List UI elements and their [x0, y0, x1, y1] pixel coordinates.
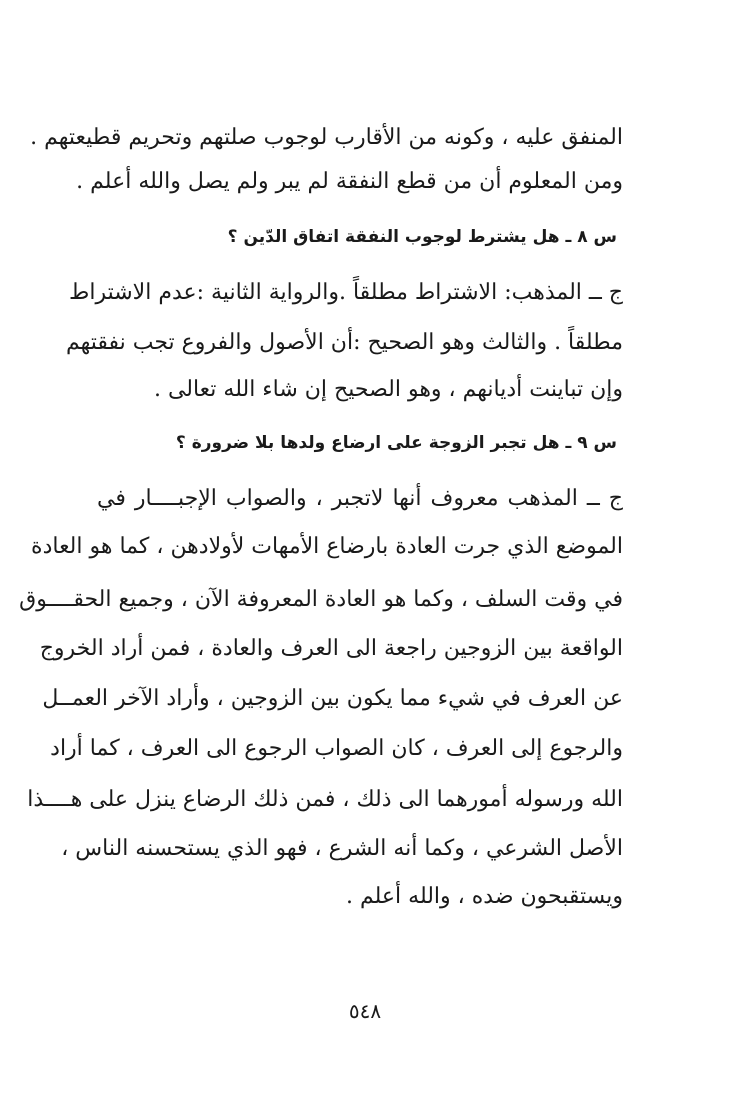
- answer-8-line-3: وإن تباينت أديانهم ، وهو الصحيح إن شاء الله تعالى .: [153, 377, 623, 402]
- answer-9-line-1: ج ــ المذهب معروف أنها لاتجبر ، والصواب الإجبــــار في: [97, 486, 623, 511]
- answer-9-line-7: الله ورسوله أمورهما الى ذلك ، فمن ذلك الرضاع ينزل على هــــذا: [27, 787, 623, 812]
- question-8-text: س ٨ ـ هل يشترط لوجوب النفقة اتفاق الدّين ؟: [227, 227, 617, 247]
- answer-9-line-5: عن العرف في شيء مما يكون بين الزوجين ، وأراد الآخر العمــل: [42, 686, 623, 711]
- answer-8-line-2: مطلقاً . والثالث وهو الصحيح :أن الأصول والفروع تجب نفقتهم: [65, 330, 623, 355]
- answer-9-line-9: ويستقبحون ضده ، والله أعلم .: [346, 884, 623, 909]
- answer-8-line-1: ج ــ المذهب: الاشتراط مطلقاً .والرواية الثانية :عدم الاشتراط: [69, 280, 623, 305]
- question-9-text: س ٩ ـ هل تجبر الزوجة على ارضاع ولدها بلا ضرورة ؟: [175, 433, 617, 453]
- question-9-heading: [97, 428, 623, 458]
- page-number: ٥٤٨: [348, 999, 382, 1023]
- answer-9-line-6: والرجوع إلى العرف ، كان الصواب الرجوع الى العرف ، كما أراد: [50, 736, 623, 761]
- paragraph-intro-line-2: ومن المعلوم أن من قطع النفقة لم يبر ولم يصل والله أعلم .: [76, 169, 623, 194]
- question-8-heading: [97, 222, 623, 252]
- paragraph-intro-line-1: المنفق عليه ، وكونه من الأقارب لوجوب صلتهم وتحريم قطيعتهم .: [30, 125, 623, 150]
- answer-9-line-3: في وقت السلف ، وكما هو العادة المعروفة الآن ، وجميع الحقــــوق: [19, 587, 623, 612]
- answer-9-line-4: الواقعة بين الزوجين راجعة الى العرف والعادة ، فمن أراد الخروج: [39, 636, 623, 661]
- answer-9-line-8: الأصل الشرعي ، وكما أنه الشرع ، فهو الذي يستحسنه الناس ،: [61, 836, 623, 861]
- answer-9-line-2: الموضع الذي جرت العادة بارضاع الأمهات لأولادهن ، كما هو العادة: [31, 534, 623, 559]
